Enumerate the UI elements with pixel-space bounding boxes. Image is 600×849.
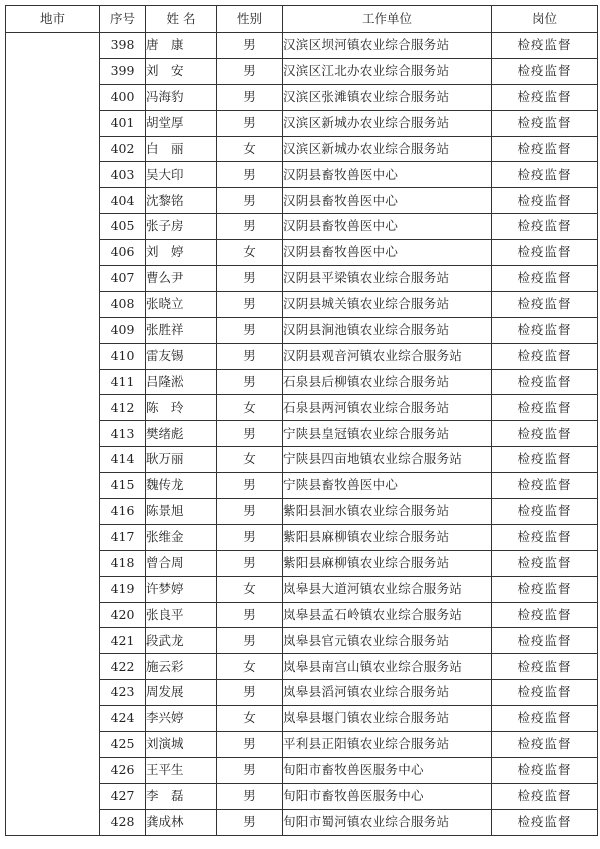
post-cell: 检疫监督	[492, 524, 598, 550]
post-cell: 检疫监督	[492, 317, 598, 343]
sex-cell: 女	[217, 395, 283, 421]
sex-cell: 男	[217, 58, 283, 84]
sex-cell: 男	[217, 162, 283, 188]
unit-cell: 汉阴县城关镇农业综合服务站	[283, 291, 492, 317]
unit-cell: 汉滨区坝河镇农业综合服务站	[283, 33, 492, 59]
unit-cell: 岚皋县孟石岭镇农业综合服务站	[283, 602, 492, 628]
roster-table	[5, 5, 598, 836]
seq-cell: 407	[100, 266, 146, 292]
seq-cell: 411	[100, 369, 146, 395]
post-cell: 检疫监督	[492, 809, 598, 835]
post-cell: 检疫监督	[492, 291, 598, 317]
name-cell: 沈黎铭	[146, 188, 217, 214]
sex-cell: 男	[217, 499, 283, 525]
sex-cell: 男	[217, 33, 283, 59]
header-city: 地市	[6, 6, 100, 33]
seq-cell: 414	[100, 447, 146, 473]
unit-cell: 汉阴县平梁镇农业综合服务站	[283, 266, 492, 292]
name-cell: 雷友锡	[146, 343, 217, 369]
name-cell: 白 丽	[146, 136, 217, 162]
seq-cell: 403	[100, 162, 146, 188]
seq-cell: 413	[100, 421, 146, 447]
unit-cell: 旬阳市蜀河镇农业综合服务站	[283, 809, 492, 835]
post-cell: 检疫监督	[492, 369, 598, 395]
name-cell: 曹么尹	[146, 266, 217, 292]
seq-cell: 410	[100, 343, 146, 369]
unit-cell: 汉滨区江北办农业综合服务站	[283, 58, 492, 84]
name-cell: 周发展	[146, 680, 217, 706]
seq-cell: 408	[100, 291, 146, 317]
seq-cell: 428	[100, 809, 146, 835]
unit-cell: 汉阴县畜牧兽医中心	[283, 214, 492, 240]
unit-cell: 汉阴县畜牧兽医中心	[283, 188, 492, 214]
sex-cell: 女	[217, 240, 283, 266]
post-cell: 检疫监督	[492, 58, 598, 84]
post-cell: 检疫监督	[492, 84, 598, 110]
unit-cell: 石泉县后柳镇农业综合服务站	[283, 369, 492, 395]
post-cell: 检疫监督	[492, 680, 598, 706]
post-cell: 检疫监督	[492, 783, 598, 809]
unit-cell: 紫阳县麻柳镇农业综合服务站	[283, 550, 492, 576]
seq-cell: 406	[100, 240, 146, 266]
seq-cell: 423	[100, 680, 146, 706]
sex-cell: 男	[217, 369, 283, 395]
header-unit: 工作单位	[283, 6, 492, 33]
sex-cell: 男	[217, 628, 283, 654]
sex-cell: 男	[217, 680, 283, 706]
seq-cell: 426	[100, 757, 146, 783]
name-cell: 李兴婷	[146, 706, 217, 732]
unit-cell: 平利县正阳镇农业综合服务站	[283, 732, 492, 758]
unit-cell: 紫阳县洄水镇农业综合服务站	[283, 499, 492, 525]
unit-cell: 汉滨区新城办农业综合服务站	[283, 110, 492, 136]
seq-cell: 420	[100, 602, 146, 628]
seq-cell: 412	[100, 395, 146, 421]
name-cell: 龚成林	[146, 809, 217, 835]
name-cell: 冯海豹	[146, 84, 217, 110]
header-seq: 序号	[100, 6, 146, 33]
unit-cell: 汉阴县观音河镇农业综合服务站	[283, 343, 492, 369]
table-body	[6, 33, 598, 836]
header-row	[6, 6, 598, 33]
post-cell: 检疫监督	[492, 757, 598, 783]
sex-cell: 男	[217, 524, 283, 550]
post-cell: 检疫监督	[492, 499, 598, 525]
sex-cell: 男	[217, 317, 283, 343]
seq-cell: 419	[100, 576, 146, 602]
post-cell: 检疫监督	[492, 421, 598, 447]
unit-cell: 岚皋县大道河镇农业综合服务站	[283, 576, 492, 602]
seq-cell: 400	[100, 84, 146, 110]
seq-cell: 421	[100, 628, 146, 654]
unit-cell: 岚皋县官元镇农业综合服务站	[283, 628, 492, 654]
post-cell: 检疫监督	[492, 628, 598, 654]
unit-cell: 汉滨区新城办农业综合服务站	[283, 136, 492, 162]
sex-cell: 女	[217, 576, 283, 602]
name-cell: 樊绪彪	[146, 421, 217, 447]
sex-cell: 男	[217, 214, 283, 240]
unit-cell: 汉阴县涧池镇农业综合服务站	[283, 317, 492, 343]
name-cell: 张晓立	[146, 291, 217, 317]
name-cell: 耿万丽	[146, 447, 217, 473]
post-cell: 检疫监督	[492, 732, 598, 758]
unit-cell: 宁陕县畜牧兽医中心	[283, 473, 492, 499]
name-cell: 吕隆淞	[146, 369, 217, 395]
name-cell: 陈景旭	[146, 499, 217, 525]
unit-cell: 岚皋县滔河镇农业综合服务站	[283, 680, 492, 706]
post-cell: 检疫监督	[492, 550, 598, 576]
name-cell: 张维金	[146, 524, 217, 550]
seq-cell: 404	[100, 188, 146, 214]
name-cell: 张胜祥	[146, 317, 217, 343]
name-cell: 张子房	[146, 214, 217, 240]
seq-cell: 401	[100, 110, 146, 136]
post-cell: 检疫监督	[492, 110, 598, 136]
table-header	[6, 6, 598, 33]
seq-cell: 424	[100, 706, 146, 732]
name-cell: 刘 安	[146, 58, 217, 84]
name-cell: 刘 婷	[146, 240, 217, 266]
unit-cell: 岚皋县南宫山镇农业综合服务站	[283, 654, 492, 680]
sex-cell: 男	[217, 266, 283, 292]
post-cell: 检疫监督	[492, 188, 598, 214]
unit-cell: 汉阴县畜牧兽医中心	[283, 162, 492, 188]
post-cell: 检疫监督	[492, 136, 598, 162]
unit-cell: 汉滨区张滩镇农业综合服务站	[283, 84, 492, 110]
seq-cell: 416	[100, 499, 146, 525]
name-cell: 唐 康	[146, 33, 217, 59]
seq-cell: 422	[100, 654, 146, 680]
seq-cell: 415	[100, 473, 146, 499]
unit-cell: 汉阴县畜牧兽医中心	[283, 240, 492, 266]
table-row	[6, 33, 598, 59]
city-cell	[6, 33, 100, 836]
unit-cell: 石泉县两河镇农业综合服务站	[283, 395, 492, 421]
post-cell: 检疫监督	[492, 266, 598, 292]
unit-cell: 岚皋县堰门镇农业综合服务站	[283, 706, 492, 732]
name-cell: 王平生	[146, 757, 217, 783]
name-cell: 张良平	[146, 602, 217, 628]
post-cell: 检疫监督	[492, 240, 598, 266]
sex-cell: 男	[217, 343, 283, 369]
sex-cell: 女	[217, 654, 283, 680]
post-cell: 检疫监督	[492, 654, 598, 680]
post-cell: 检疫监督	[492, 395, 598, 421]
seq-cell: 409	[100, 317, 146, 343]
seq-cell: 402	[100, 136, 146, 162]
sex-cell: 男	[217, 757, 283, 783]
sex-cell: 男	[217, 291, 283, 317]
sex-cell: 女	[217, 447, 283, 473]
post-cell: 检疫监督	[492, 33, 598, 59]
post-cell: 检疫监督	[492, 162, 598, 188]
sex-cell: 男	[217, 421, 283, 447]
header-sex: 性别	[217, 6, 283, 33]
post-cell: 检疫监督	[492, 447, 598, 473]
unit-cell: 宁陕县皇冠镇农业综合服务站	[283, 421, 492, 447]
sex-cell: 女	[217, 706, 283, 732]
name-cell: 许梦婷	[146, 576, 217, 602]
name-cell: 胡堂厚	[146, 110, 217, 136]
unit-cell: 宁陕县四亩地镇农业综合服务站	[283, 447, 492, 473]
sex-cell: 男	[217, 602, 283, 628]
name-cell: 陈 玲	[146, 395, 217, 421]
post-cell: 检疫监督	[492, 343, 598, 369]
seq-cell: 427	[100, 783, 146, 809]
seq-cell: 399	[100, 58, 146, 84]
sex-cell: 男	[217, 473, 283, 499]
post-cell: 检疫监督	[492, 602, 598, 628]
unit-cell: 紫阳县麻柳镇农业综合服务站	[283, 524, 492, 550]
name-cell: 魏传龙	[146, 473, 217, 499]
name-cell: 刘演城	[146, 732, 217, 758]
seq-cell: 398	[100, 33, 146, 59]
sex-cell: 男	[217, 732, 283, 758]
name-cell: 李 磊	[146, 783, 217, 809]
sex-cell: 男	[217, 110, 283, 136]
sex-cell: 男	[217, 188, 283, 214]
sex-cell: 男	[217, 84, 283, 110]
sex-cell: 男	[217, 550, 283, 576]
sex-cell: 女	[217, 136, 283, 162]
unit-cell: 旬阳市畜牧兽医服务中心	[283, 757, 492, 783]
post-cell: 检疫监督	[492, 706, 598, 732]
seq-cell: 417	[100, 524, 146, 550]
header-name: 姓 名	[146, 6, 217, 33]
sex-cell: 男	[217, 783, 283, 809]
seq-cell: 418	[100, 550, 146, 576]
seq-cell: 405	[100, 214, 146, 240]
name-cell: 曾合周	[146, 550, 217, 576]
name-cell: 施云彩	[146, 654, 217, 680]
header-post: 岗位	[492, 6, 598, 33]
seq-cell: 425	[100, 732, 146, 758]
unit-cell: 旬阳市畜牧兽医服务中心	[283, 783, 492, 809]
name-cell: 吴大印	[146, 162, 217, 188]
post-cell: 检疫监督	[492, 473, 598, 499]
sex-cell: 男	[217, 809, 283, 835]
post-cell: 检疫监督	[492, 214, 598, 240]
post-cell: 检疫监督	[492, 576, 598, 602]
name-cell: 段武龙	[146, 628, 217, 654]
